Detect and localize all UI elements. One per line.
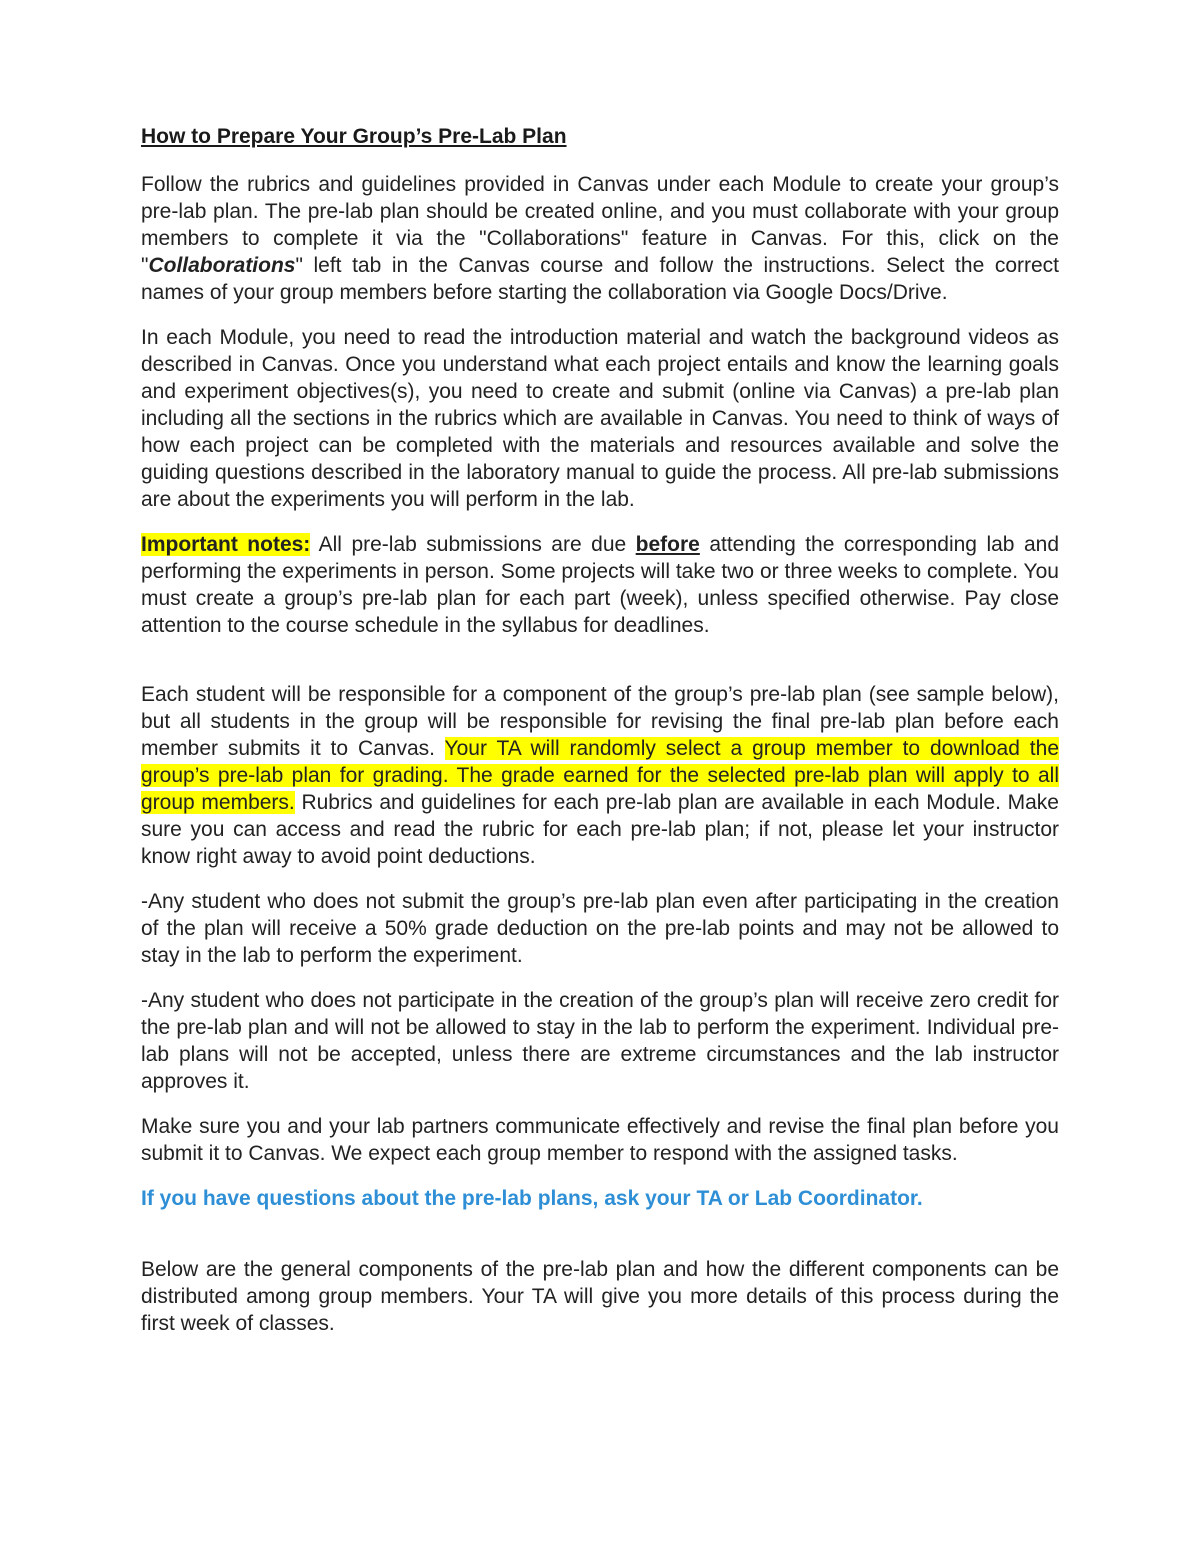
before-emphasis: before	[635, 533, 700, 556]
grading-highlight: Your TA will randomly select a group member to download the group’s pre-lab plan for grading. The grade earned for the selected pre-lab plan will apply to all group members.	[141, 737, 1059, 814]
collaborations-emphasis: Collaborations	[148, 254, 296, 277]
paragraph-no-participation-penalty: -Any student who does not participate in the creation of the group’s plan will receive zero credit for the pre-lab plan and will not be allowed to stay in the lab to perform the experiment. Individual pre-lab plans will not be accepted, unless there are extreme circumstances and the lab instructor approves it.	[141, 989, 1059, 1093]
paragraph-collaborations	[141, 171, 1059, 306]
document-page	[141, 122, 1059, 1355]
important-notes-text-1: All pre-lab submissions are due	[310, 533, 636, 556]
paragraph-components-intro: Below are the general components of the pre-lab plan and how the different components can be distributed among group members. Your TA will give you more details of this process during the first week of classes.	[141, 1258, 1059, 1335]
paragraph-module-instructions: In each Module, you need to read the introduction material and watch the background videos as described in Canvas. Once you understand what each project entails and know the learning goals and experiment objectives(s), you need to create and submit (online via Canvas) a pre-lab plan including all the sections in the rubrics which are available in Canvas. You need to think of ways of how each project can be completed with the materials and resources available and solve the guiding questions described in the laboratory manual to guide the process. All pre-lab submissions are about the experiments you will perform in the lab.	[141, 326, 1059, 511]
responsibility-text-2: Rubrics and guidelines for each pre-lab plan are available in each Module. Make sure you can access and read the rubric for each pre-lab plan; if not, please let your instructor know right away to avoid point deductions.	[141, 791, 1059, 868]
paragraph-collaborations-text-1: Follow the rubrics and guidelines provided in Canvas under each Module to create your group’s pre-lab plan. The pre-lab plan should be created online, and you must collaborate with your group members to complete it via the "Collaborations" feature in Canvas. For this, click on the "	[141, 173, 1059, 277]
paragraph-collaborations-text-2: " left tab in the Canvas course and follow the instructions. Select the correct names of your group members before starting the collaboration via Google Docs/Drive.	[141, 254, 1059, 304]
paragraph-communicate: Make sure you and your lab partners communicate effectively and revise the final plan before you submit it to Canvas. We expect each group member to respond with the assigned tasks.	[141, 1115, 1059, 1165]
paragraph-responsibility	[141, 681, 1059, 870]
document-title: How to Prepare Your Group’s Pre-Lab Plan	[141, 125, 567, 148]
paragraph-no-submit-penalty: -Any student who does not submit the group’s pre-lab plan even after participating in the creation of the plan will receive a 50% grade deduction on the pre-lab points and may not be allowed to stay in the lab to perform the experiment.	[141, 890, 1059, 967]
paragraph-important-notes	[141, 531, 1059, 639]
important-notes-text-2: attending the corresponding lab and performing the experiments in person. Some projects will take two or three weeks to complete. You must create a group’s pre-lab plan for each part (week), unless specified otherwise. Pay close attention to the course schedule in the syllabus for deadlines.	[141, 533, 1059, 637]
responsibility-text-1: Each student will be responsible for a component of the group’s pre-lab plan (see sample below), but all students in the group will be responsible for revising the final pre-lab plan before each member submits it to Canvas.	[141, 683, 1059, 760]
questions-contact-note: If you have questions about the pre-lab plans, ask your TA or Lab Coordinator.	[141, 1187, 923, 1210]
important-notes-label: Important notes:	[141, 533, 311, 556]
